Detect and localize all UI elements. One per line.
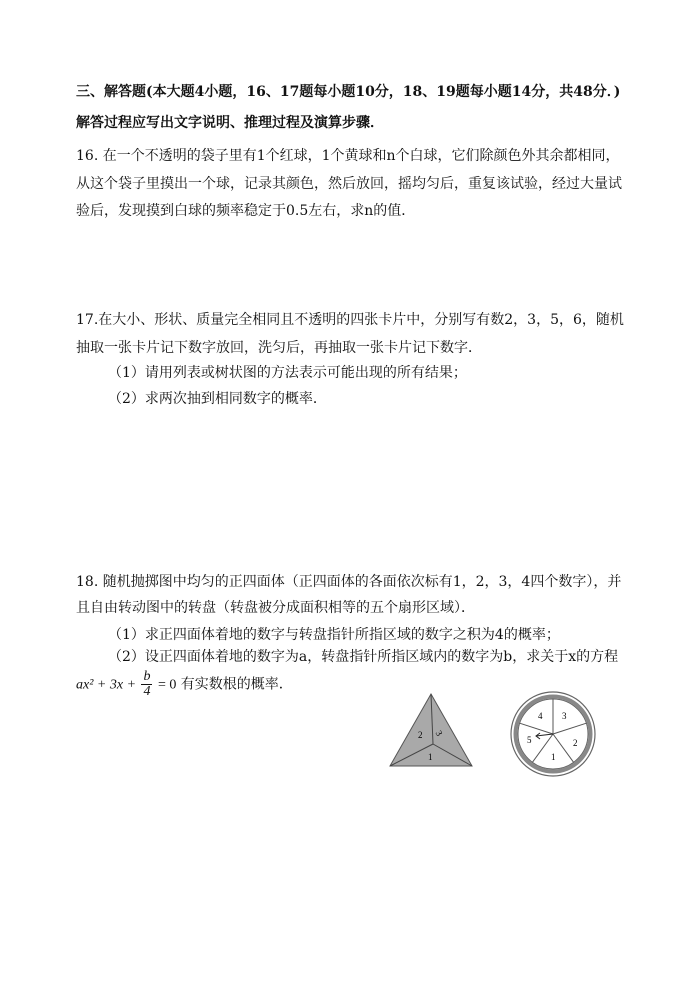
fraction-denominator: 4 bbox=[143, 684, 151, 699]
q18-line1: 18. 随机抛掷图中均匀的正四面体（正四面体的各面依次标有1，2，3，4四个数字），并 bbox=[76, 574, 622, 590]
section-heading: 三、解答题(本大题4小题，16、17题每小题10分，18、19题每小题14分，共48分．) bbox=[76, 84, 621, 100]
q17-part1: （1）请用列表或树状图的方法表示可能出现的所有结果； bbox=[108, 365, 467, 381]
spinner-label-1: 1 bbox=[551, 752, 556, 762]
equation-suffix: 有实数根的概率． bbox=[180, 676, 293, 693]
tetrahedron-face-label-1: 1 bbox=[428, 752, 433, 762]
q18-equation-line bbox=[76, 670, 293, 700]
q17-part2: （2）求两次抽到相同数字的概率． bbox=[108, 391, 327, 407]
q16-line2: 从这个袋子里摸出一个球，记录其颜色，然后放回，摇均匀后，重复该试验，经过大量试 bbox=[76, 176, 622, 192]
q16-line1: 16. 在一个不透明的袋子里有1个红球，1个黄球和n个白球，它们除颜色外其余都相同， bbox=[76, 148, 620, 164]
q17-line2: 抽取一张卡片记下数字放回，洗匀后，再抽取一张卡片记下数字． bbox=[76, 340, 482, 356]
equation-left: ax² + 3x + bbox=[76, 677, 137, 693]
q16-line3: 验后，发现摸到白球的频率稳定于0.5左右，求n的值． bbox=[76, 203, 416, 219]
tetrahedron-figure bbox=[388, 692, 474, 768]
section-note: 解答过程应写出文字说明、推理过程及演算步骤． bbox=[76, 115, 384, 131]
equation-right: = 0 bbox=[157, 677, 177, 693]
equation-fraction bbox=[141, 670, 152, 699]
q18-part1: （1）求正四面体着地的数字与转盘指针所指区域的数字之积为4的概率； bbox=[108, 627, 560, 643]
spinner-label-2: 2 bbox=[573, 738, 578, 748]
q18-part2: （2）设正四面体着地的数字为a，转盘指针所指区域内的数字为b，求关于x的方程 bbox=[108, 649, 619, 665]
tetrahedron-face-label-2: 2 bbox=[418, 730, 423, 740]
spinner-figure bbox=[506, 690, 600, 778]
fraction-numerator: b bbox=[143, 669, 151, 684]
spinner-label-3: 3 bbox=[562, 711, 567, 721]
tetrahedron-face-label-3: 3 bbox=[433, 728, 445, 738]
q18-line2: 且自由转动图中的转盘（转盘被分成面积相等的五个扇形区域）． bbox=[76, 600, 475, 616]
spinner-label-4: 4 bbox=[538, 711, 543, 721]
spinner-label-5: 5 bbox=[527, 735, 532, 745]
q17-line1: 17.在大小、形状、质量完全相同且不透明的四张卡片中，分别写有数2，3，5，6，随机 bbox=[76, 312, 624, 328]
